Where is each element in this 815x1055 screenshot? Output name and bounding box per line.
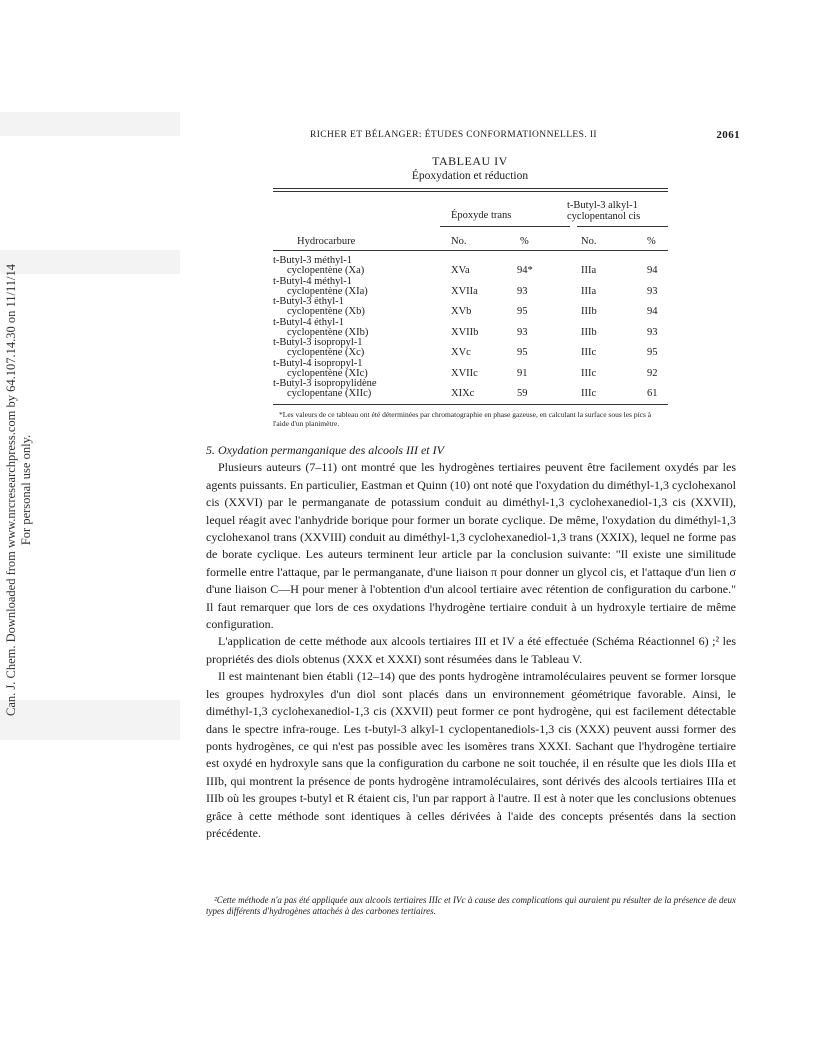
alcohol-number: IIIb [581, 326, 597, 338]
section-heading: 5. Oxydation permanganique des alcools III et IV [206, 443, 444, 457]
alcohol-number: IIIc [581, 388, 597, 399]
sidebar-source-line: Can. J. Chem. Downloaded from www.nrcresearchpress.com by 64.107.14.30 on 11/11/14 [4, 264, 18, 716]
hydrocarbon-name: t-Butyl-4 méthyl-1 [273, 275, 353, 287]
paragraph: Il est maintenant bien établi (12–14) que des ponts hydrogène intramoléculaires peuvent se former lorsque les groupes hydroxyles d'un diol sont placés dans un environnement géométrique favorable. Ainsi, le diméthyl-1,3 cyclohexanediol-1,3 cis (XXVII) peut former ce pont hydrogène, qui est facilement détectable dans le spectre infra-rouge. Les t-butyl-3 alkyl-1 cyclopentanediols-1,3 cis (XXX) peuvent aussi former des ponts hydrogènes, ce qui n'est pas possible avec les isomères trans XXXI. Sachant que l'hydrogène tertiaire est oxydé en hydroxyle sans que la configuration du carbone ne soit touchée, il en résulte que les diols IIIa et IIIb, qui montrent la présence de ponts hydrogène intramoléculaires, sont dérivés des alcools tertiaires IIIa et IIIb où les groupes t-butyl et R étaient cis, l'un par rapport à l'autre. Il est à noter que les conclusions obtenues grâce à cette méthode sont identiques à celles dérivées à l'aide des concepts présentés dans la section précédente. [206, 669, 736, 840]
epoxide-percent: 93 [517, 285, 528, 297]
download-sidebar [0, 170, 40, 810]
column-header-no: No. [581, 236, 597, 247]
page-number: 2061 [716, 129, 740, 141]
column-header-pct: % [647, 236, 656, 247]
sidebar-use-line: For personal use only. [19, 434, 33, 546]
epoxide-number: XVIIa [451, 285, 478, 297]
table-bottom-rule [273, 404, 668, 405]
alcohol-number: IIIc [581, 367, 597, 379]
table-subtitle: Époxydation et réduction [411, 170, 529, 182]
alcohol-percent: 95 [647, 347, 658, 358]
alcohol-number: IIIc [581, 347, 597, 358]
epoxide-number: XVIIb [451, 326, 479, 338]
running-header [310, 130, 740, 146]
epoxide-number: XVc [451, 347, 471, 358]
group-underline [577, 226, 668, 227]
paragraph: Plusieurs auteurs (7–11) ont montré que les hydrogènes tertiaires peuvent être facilement oxydés par les agents puissants. En particulier, Eastman et Quinn (10) ont noté que l'oxydation du diméthyl-1,3 cyclohexanol cis (XXVI) par le permanganate de potassium conduit au diméthyl-1,3 cyclohexanediol-1,3 cis (XXVII), lequel réagit avec l'anhydride borique pour former un borate cyclique. De même, l'oxydation du diméthyl-1,3 cyclohexanol trans (XXVIII) conduit au diméthyl-1,3 cyclohexanediol-1,3 trans (XXIX), lequel ne forme pas de borate cyclique. Les auteurs terminent leur article par la conclusion suivante: "Il existe une similitude formelle entre l'attaque, par le permanganate, d'une liaison π pour donner un glycol cis, et l'attaque d'un lien σ d'une liaison C—H pour mener à l'obtention d'un alcool tertiaire avec rétention de configuration du carbone." Il faut remarquer que lors de ces oxydations l'hydrogène tertiaire conduit à un hydroxyle tertiaire de même configuration. [206, 460, 736, 632]
group-header-alcool: t-Butyl-3 alkyl-1 [567, 200, 638, 211]
running-title: RICHER ET BÉLANGER: ÉTUDES CONFORMATIONNELLES. II [310, 130, 598, 140]
alcohol-percent: 94 [647, 306, 658, 317]
epoxide-percent: 94* [517, 265, 533, 276]
group-underline [440, 226, 570, 227]
hydrocarbon-name: t-Butyl-4 isopropyl-1 [273, 357, 363, 369]
alcohol-number: IIIa [581, 285, 597, 297]
group-header-alcool: cyclopentanol cis [567, 211, 641, 222]
column-header-no: No. [451, 236, 467, 247]
hydrocarbon-name: cyclopentène (Xb) [287, 306, 365, 317]
alcohol-number: IIIb [581, 306, 597, 317]
hydrocarbon-name: cyclopentène (Xa) [287, 265, 365, 276]
hydrocarbon-name: cyclopentène (XIc) [287, 367, 368, 379]
epoxide-number: XVb [451, 306, 472, 317]
table-top-rule [273, 191, 668, 192]
epoxide-percent: 93 [517, 326, 528, 338]
body-text [206, 442, 736, 842]
epoxide-number: XIXc [451, 388, 475, 399]
hydrocarbon-name: t-Butyl-3 isopropylidène [273, 378, 377, 389]
group-header-epoxyde: Époxyde trans [451, 210, 512, 221]
table-footnote: *Les valeurs de ce tableau ont été déterminées par chromatographie en phase gazeuse, en calculant la surface sous les pics à l'aide d'un planimètre. [273, 410, 652, 428]
table-top-rule [273, 188, 668, 189]
hydrocarbon-name: cyclopentène (XIa) [287, 285, 368, 297]
hydrocarbon-name: cyclopentène (Xc) [287, 347, 365, 358]
page-footnote: ²Cette méthode n'a pas été appliquée aux alcools tertiaires IIIc et IVc à cause des complications qui auraient pu résulter de la présence de deux types différents d'hydrogènes attachés à des carbones tertiaires. [206, 895, 736, 916]
epoxide-number: XVa [451, 265, 470, 276]
hydrocarbon-name: cyclopentène (XIb) [287, 326, 369, 338]
table-title: TABLEAU IV [432, 154, 508, 168]
epoxide-percent: 95 [517, 347, 528, 358]
alcohol-percent: 93 [647, 326, 658, 338]
alcohol-percent: 93 [647, 285, 658, 297]
hydrocarbon-name: cyclopentane (XIIc) [287, 388, 372, 399]
epoxide-number: XVIIc [451, 367, 478, 379]
epoxide-percent: 91 [517, 367, 528, 379]
hydrocarbon-name: t-Butyl-3 éthyl-1 [273, 296, 344, 307]
alcohol-percent: 94 [647, 265, 658, 276]
alcohol-percent: 92 [647, 367, 658, 379]
alcohol-percent: 61 [647, 388, 658, 399]
hydrocarbon-name: t-Butyl-3 isopropyl-1 [273, 337, 363, 348]
column-header-pct: % [520, 236, 529, 247]
alcohol-number: IIIa [581, 265, 597, 276]
paragraph: L'application de cette méthode aux alcools tertiaires III et IV a été effectuée (Schéma Réactionnel 6) ;² les propriétés des diols obtenus (XXX et XXXI) sont résumées dans le Tableau V. [206, 634, 736, 666]
column-header-hydrocarbure: Hydrocarbure [297, 236, 356, 247]
hydrocarbon-name: t-Butyl-3 méthyl-1 [273, 255, 353, 266]
epoxide-percent: 95 [517, 306, 528, 317]
epoxide-percent: 59 [517, 388, 528, 399]
table-head-rule [273, 250, 668, 251]
scan-smudge [0, 112, 180, 136]
hydrocarbon-name: t-Butyl-4 éthyl-1 [273, 316, 344, 328]
